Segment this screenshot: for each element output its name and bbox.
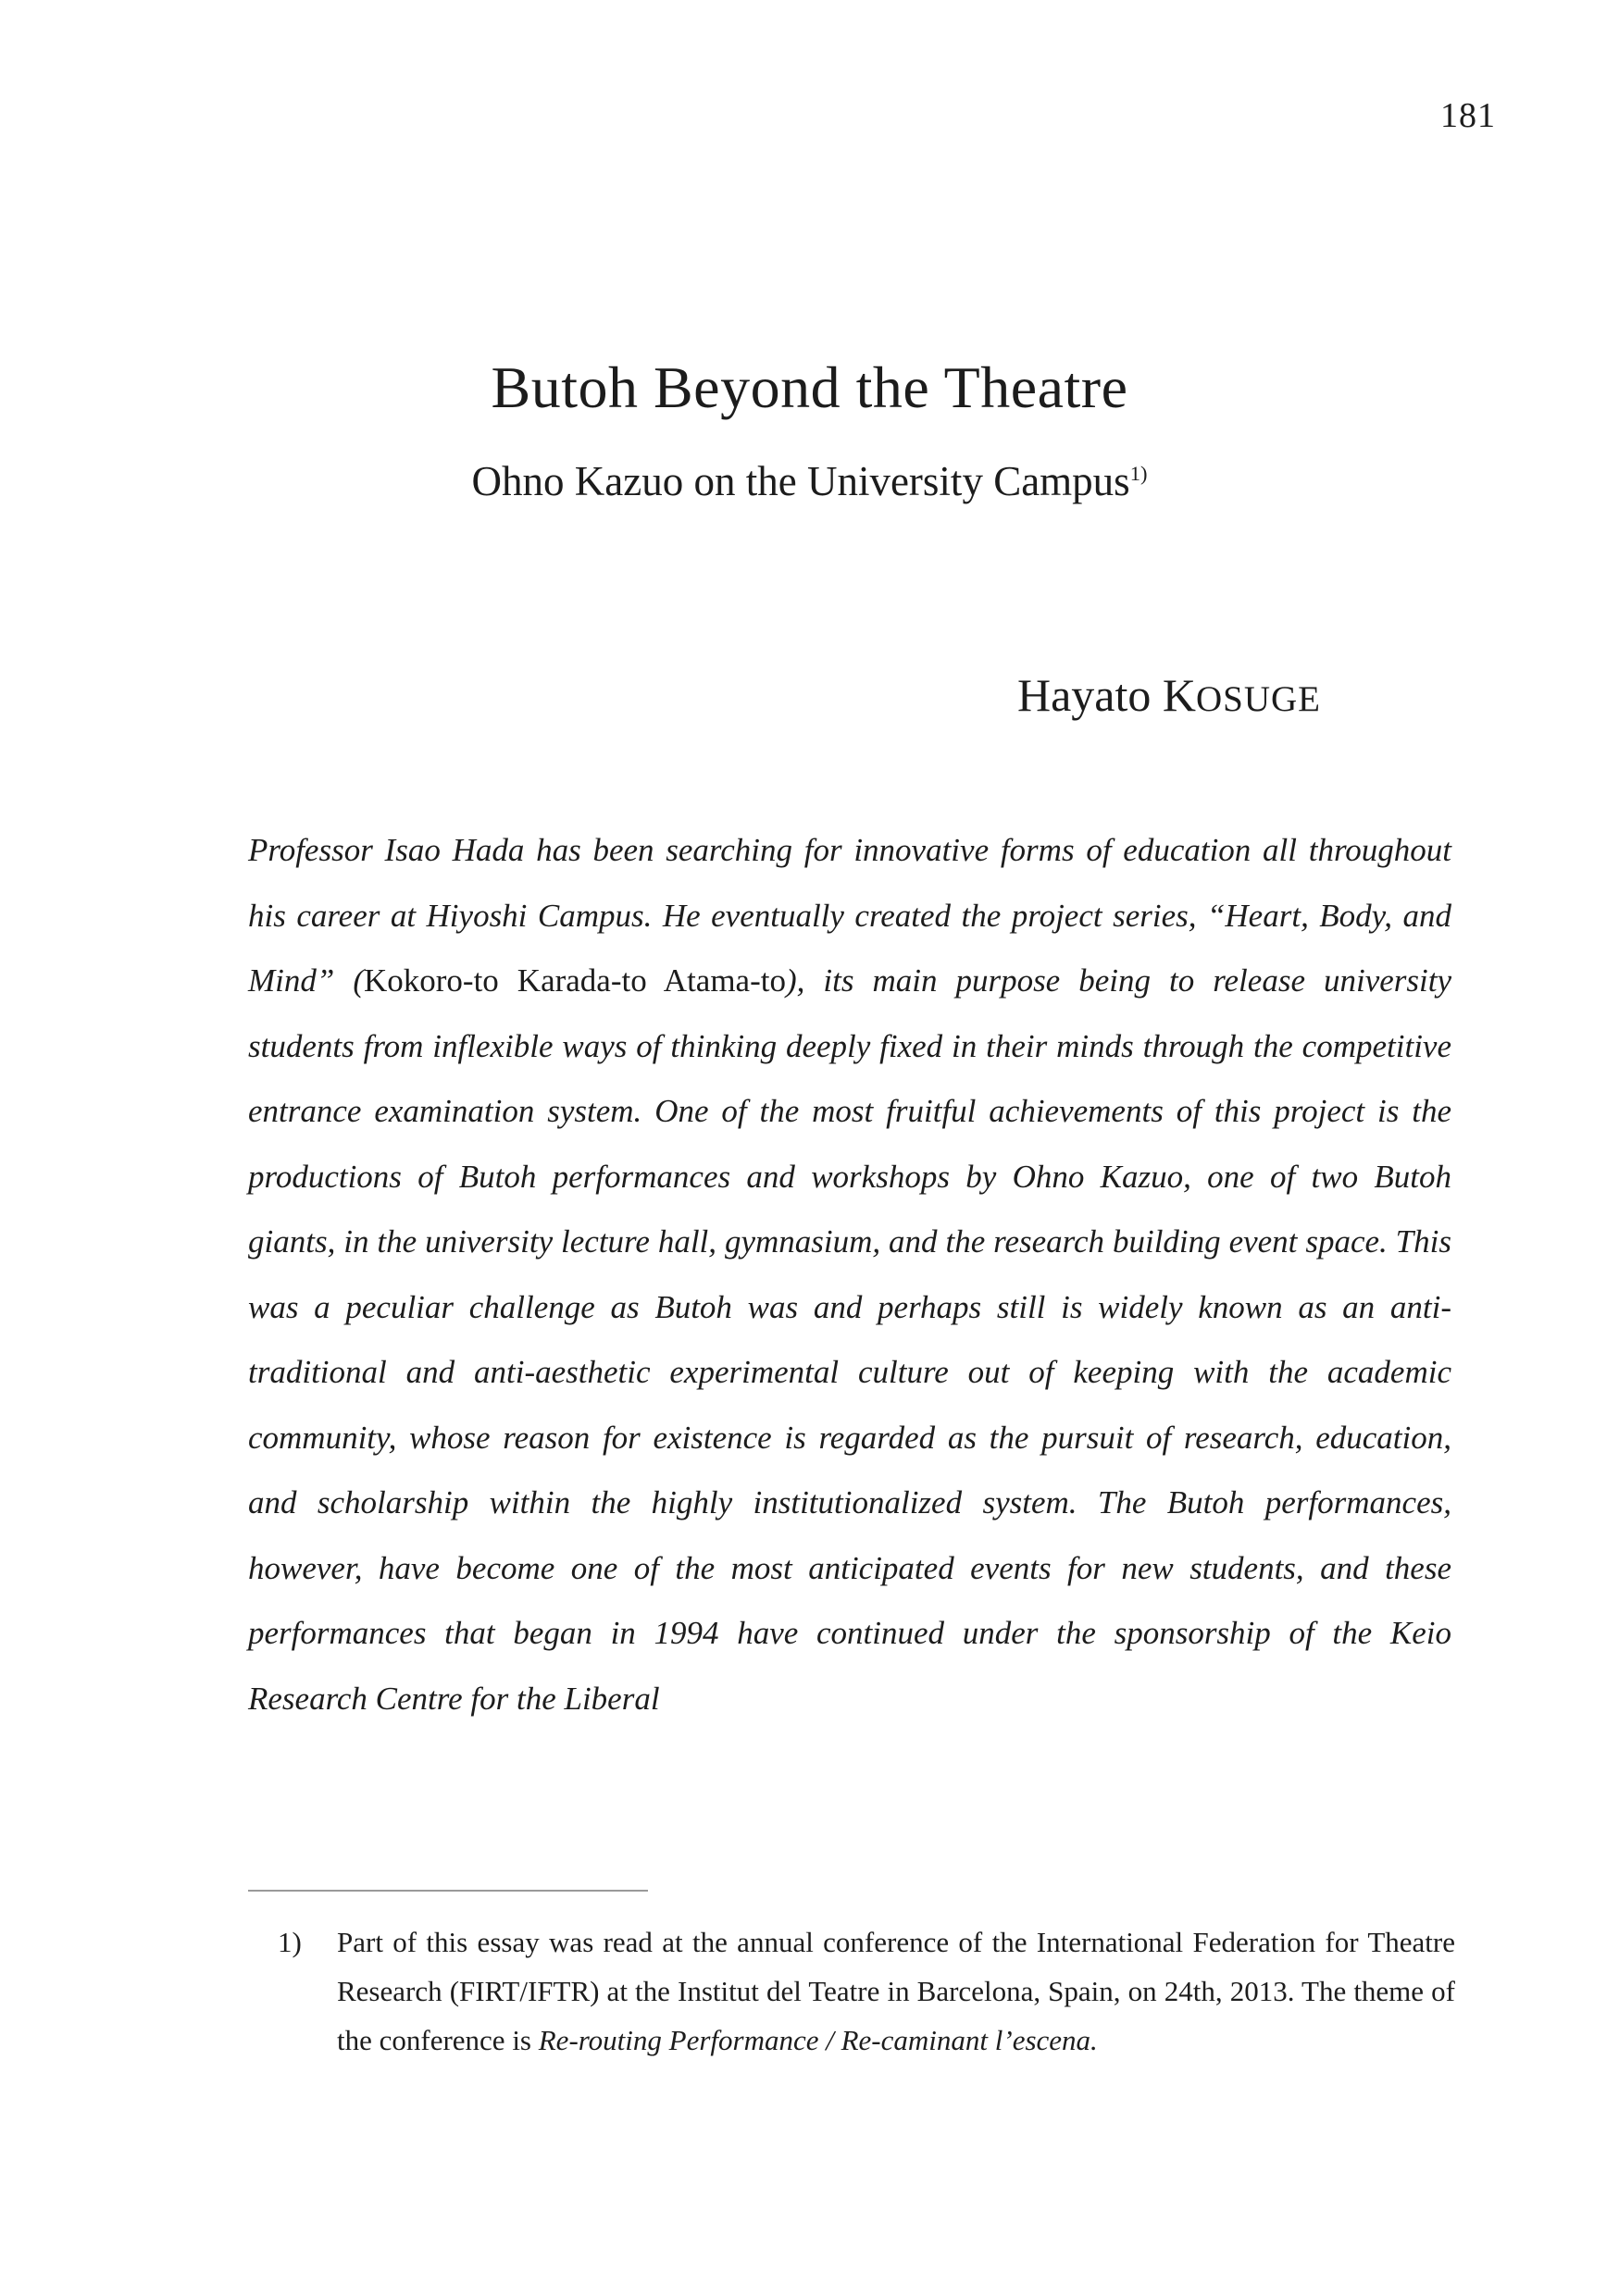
abstract-segment-italic-1: Professor Isao Hada has been searching for innovative forms of education all throughout his career at Hiyoshi Campus. He eventually created the project series, “Heart, Body, and Mind” ( bbox=[248, 832, 1451, 999]
author-name bbox=[1017, 668, 1321, 722]
abstract-segment-italic-2: ), its main purpose being to release university students from inflexible ways of thinking deeply fixed in their minds through the competitive entrance examination system. One of the most fruitful achievements of this project is the productions of Butoh performances and workshops by Ohno Kazuo, one of two Butoh giants, in the university lecture hall, gymnasium, and the research building event space. This was a peculiar challenge as Butoh was and perhaps still is widely known as an anti-traditional and anti-aesthetic experimental culture out of keeping with the academic community, whose reason for existence is regarded as the pursuit of research, education, and scholarship within the highly institutionalized system. The Butoh performances, however, have become one of the most anticipated events for new students, and these performances that began in 1994 have continued under the sponsorship of the Keio Research Centre for the Liberal bbox=[248, 962, 1451, 1717]
footnote-text-roman: Part of this essay was read at the annual conference of the International Federation for Theatre Research (FIRT/IFTR) at the Institut del Teatre in Barcelona, Spain, on 24th, 2013. The theme of the conference is bbox=[337, 1926, 1455, 2056]
author-name-main: Hayato K bbox=[1016, 669, 1196, 721]
abstract-segment-roman: Kokoro-to Karada-to Atama-to bbox=[364, 962, 786, 999]
footnote-separator-rule bbox=[248, 1890, 648, 1892]
abstract-paragraph bbox=[248, 818, 1451, 1731]
footnote bbox=[278, 1917, 1455, 2065]
subtitle-text: Ohno Kazuo on the University Campus bbox=[471, 458, 1130, 504]
footnote-ref: 1) bbox=[1129, 462, 1148, 485]
page-number: 181 bbox=[1440, 96, 1496, 135]
paper-title: Butoh Beyond the Theatre bbox=[491, 354, 1128, 420]
footnote-marker: 1) bbox=[278, 1926, 302, 1958]
footnote-text bbox=[337, 1917, 1455, 2065]
paper-subtitle bbox=[0, 457, 1619, 505]
footnote-text-italic: Re-routing Performance / Re-caminant l’escena. bbox=[538, 2024, 1098, 2056]
author-name-smallcaps: OSUGE bbox=[1195, 679, 1321, 719]
